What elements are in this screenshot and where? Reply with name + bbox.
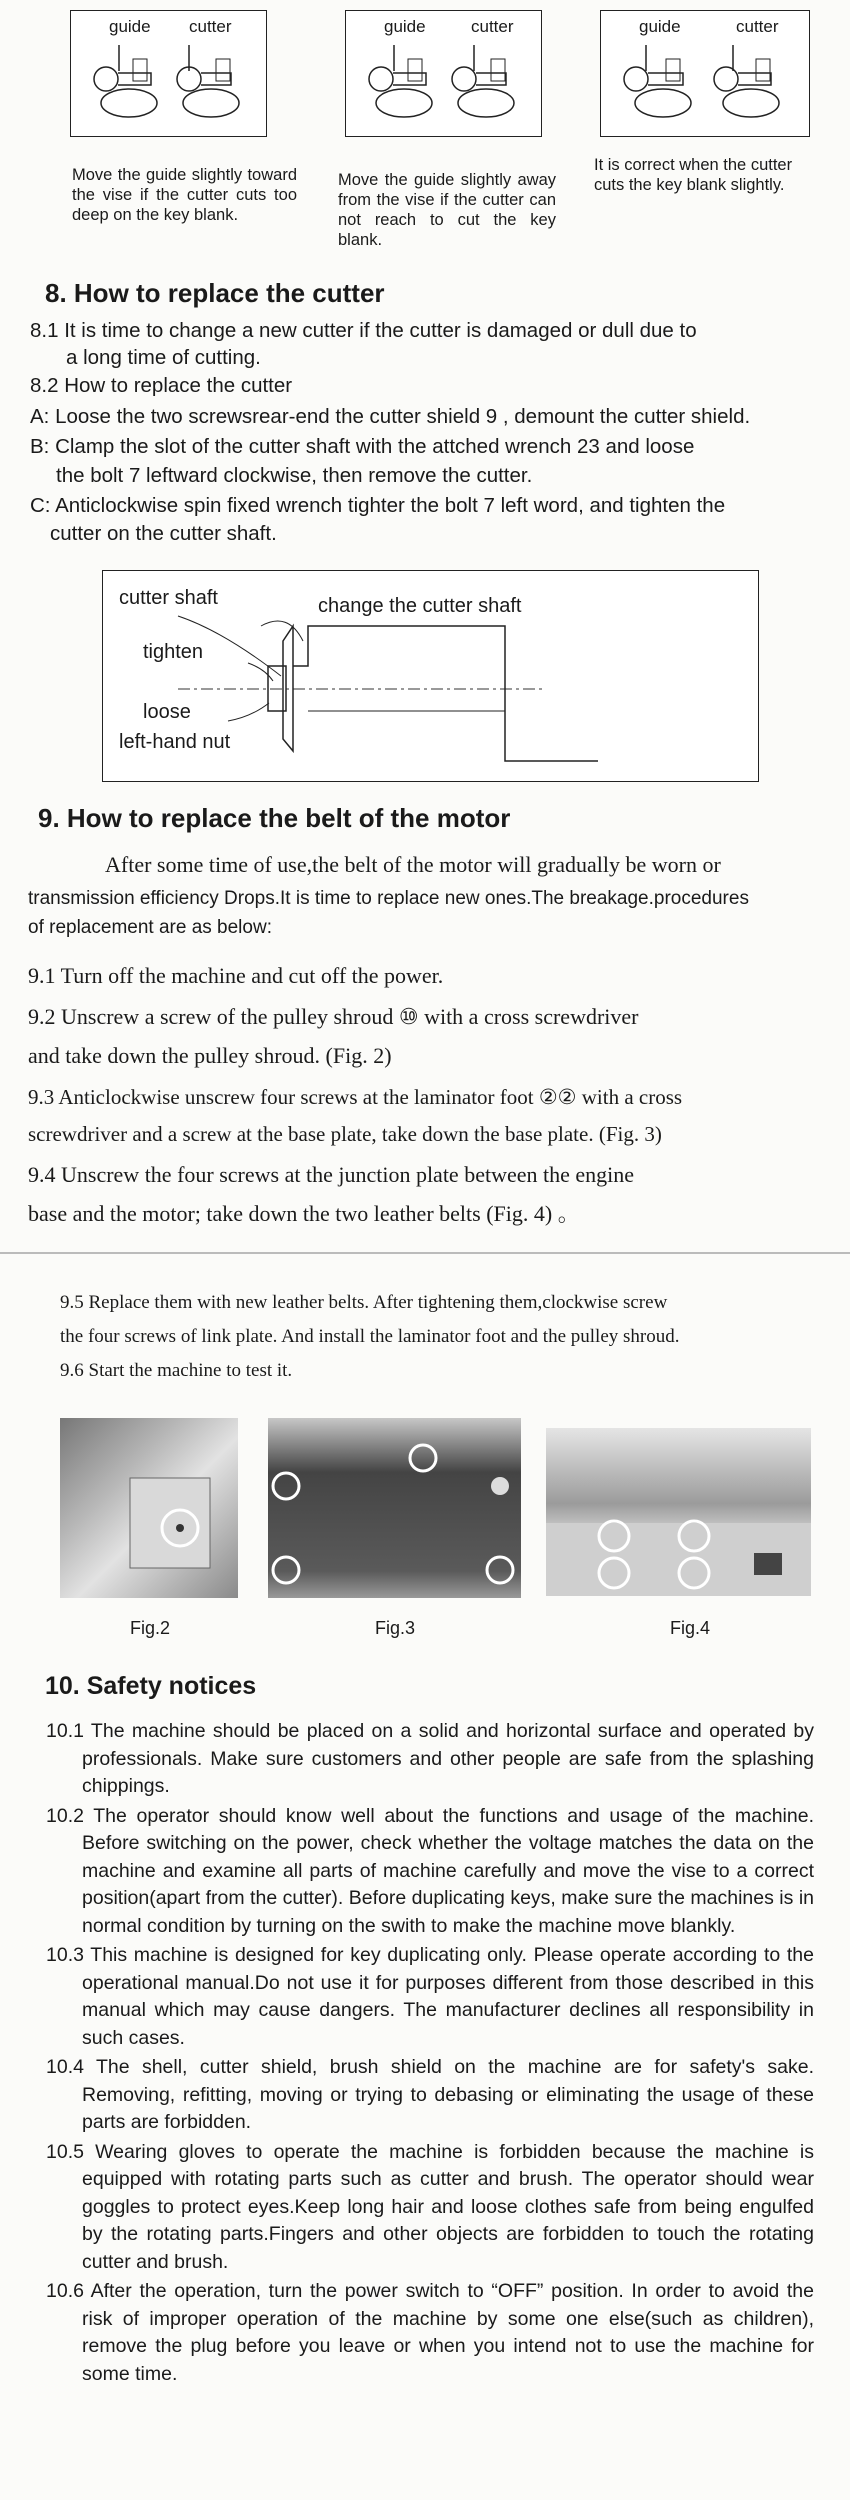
step-9-2: 9.2 Unscrew a screw of the pulley shroud ⑩ with a cross screwdriver [28,1004,639,1029]
tighten-label: tighten [143,641,204,663]
section8-line: A: Loose the two screwsrear-end the cutter shield 9 , demount the cutter shield. [30,405,751,428]
step-9-1: 9.1 Turn off the machine and cut off the power. [28,963,444,988]
step-9-5: 9.5 Replace them with new leather belts. After tightening them,clockwise screw [60,1292,668,1313]
safety-item: 10.5 Wearing gloves to operate the machine is forbidden because the machine is equipped with rotating parts such as cutter and brush. The operator should wear goggles to protect eyes.Keep long hair and loose clothes safe from being engulfed by the rotating parts.Fingers and other objects are forbidden to touch the rotating cutter and brush. [46,2140,814,2273]
cutter-label: cutter [471,17,514,36]
fig2-photo [60,1418,238,1598]
cutter-shaft-label: cutter shaft [119,587,218,609]
fig4-highlight-circles [546,1428,811,1596]
guide-figure-1 [70,10,267,137]
safety-item: 10.1 The machine should be placed on a solid and horizontal surface and operated by professionals. Make sure customers and other people are safe from the splashing chippings. [46,1720,814,1797]
guide-label: guide [384,17,426,36]
cutter-shaft-diagram [102,570,759,782]
fig3-photo [268,1418,521,1598]
section8-line: B: Clamp the slot of the cutter shaft with the attched wrench 23 and loose [30,435,695,458]
section9-intro: of replacement are as below: [28,917,272,938]
change-shaft-label: change the cutter shaft [318,595,522,617]
section8-line: a long time of cutting. [66,346,261,369]
fig4-caption: Fig.4 [669,1618,711,1638]
safety-item: 10.2 The operator should know well about the functions and usage of the machine. Before switching on the power, check whether the voltage matches the data on the machine and examine all parts of machine carefully and move the vise to a correct position(apart from the cutter). Before duplicating keys, make sure the machines is in normal condition by turning on the swith to make the machine move blankly. [46,1804,814,1937]
safety-item: 10.3 This machine is designed for key duplicating only. Please operate according to the operational manual.Do not use it for purposes different from those described in this manual which may cause dangers. The manufacturer declines all responsibility in such cases. [46,1944,814,2049]
step-9-3: 9.3 Anticlockwise unscrew four screws at the laminator foot ②② with a cross [28,1085,683,1109]
step-9-3-cont: screwdriver and a screw at the base plate, take down the base plate. (Fig. 3) [28,1122,662,1146]
cutter-label: cutter [736,17,779,36]
loose-label: loose [143,701,191,723]
guide-cutter-diagram-1 [71,11,266,136]
step-9-4: 9.4 Unscrew the four screws at the junction plate between the engine [28,1162,635,1187]
section9-intro: transmission efficiency Drops.It is time to replace new ones.The breakage.procedures [28,888,749,909]
step-9-2-cont: and take down the pulley shroud. (Fig. 2) [28,1043,392,1068]
guide-label: guide [639,17,681,36]
safety-item: 10.6 After the operation, turn the power switch to “OFF” position. In order to avoid the risk of improper operation of the machine by some one else(such as children), remove the plug before you leave or when you intend not to use the machine for some time. [46,2280,814,2385]
section8-line: the bolt 7 leftward clockwise, then remove the cutter. [56,464,533,487]
fig3-highlight-circles [268,1418,521,1598]
safety-item: 10.4 The shell, cutter shield, brush shield on the machine are for safety's sake. Removing, refitting, moving or trying to debasing or eliminating the usage of these parts are forbidden. [46,2056,814,2133]
step-9-6: 9.6 Start the machine to test it. [60,1360,293,1381]
page-break-divider [0,1252,850,1254]
section8-heading: 8. How to replace the cutter [45,278,385,308]
cutter-label: cutter [189,17,232,36]
section8-line: cutter on the cutter shaft. [50,522,277,545]
guide-figure-3 [600,10,810,137]
fig4-photo [546,1428,811,1596]
safety-notices-list [42,1718,814,2390]
fig3-caption: Fig.3 [374,1618,416,1638]
guide-caption-1: Move the guide slightly toward the vise if the cutter cuts too deep on the key blank. [72,166,297,224]
section8-line: C: Anticlockwise spin fixed wrench tighter the bolt 7 left word, and tighten the [30,494,726,517]
guide-caption-2: Move the guide slightly away from the vise if the cutter can not reach to cut the key blank. [338,171,556,249]
step-9-4-cont: base and the motor; take down the two leather belts (Fig. 4) 。 [28,1201,580,1226]
section9-heading: 9. How to replace the belt of the motor [38,803,511,833]
fig2-caption: Fig.2 [129,1618,171,1638]
section8-line: 8.2 How to replace the cutter [30,374,293,397]
guide-caption-3: It is correct when the cutter cuts the key blank slightly. [594,156,793,194]
step-9-5-cont: the four screws of link plate. And install the laminator foot and the pulley shroud. [60,1326,680,1347]
guide-figure-2 [345,10,542,137]
section10-heading: 10. Safety notices [45,1672,257,1700]
fig2-highlight-circle [60,1418,238,1598]
section9-intro: After some time of use,the belt of the motor will gradually be worn or [105,852,721,877]
left-hand-nut-label: left-hand nut [119,731,231,753]
guide-label: guide [109,17,151,36]
section8-line: 8.1 It is time to change a new cutter if the cutter is damaged or dull due to [30,319,697,342]
